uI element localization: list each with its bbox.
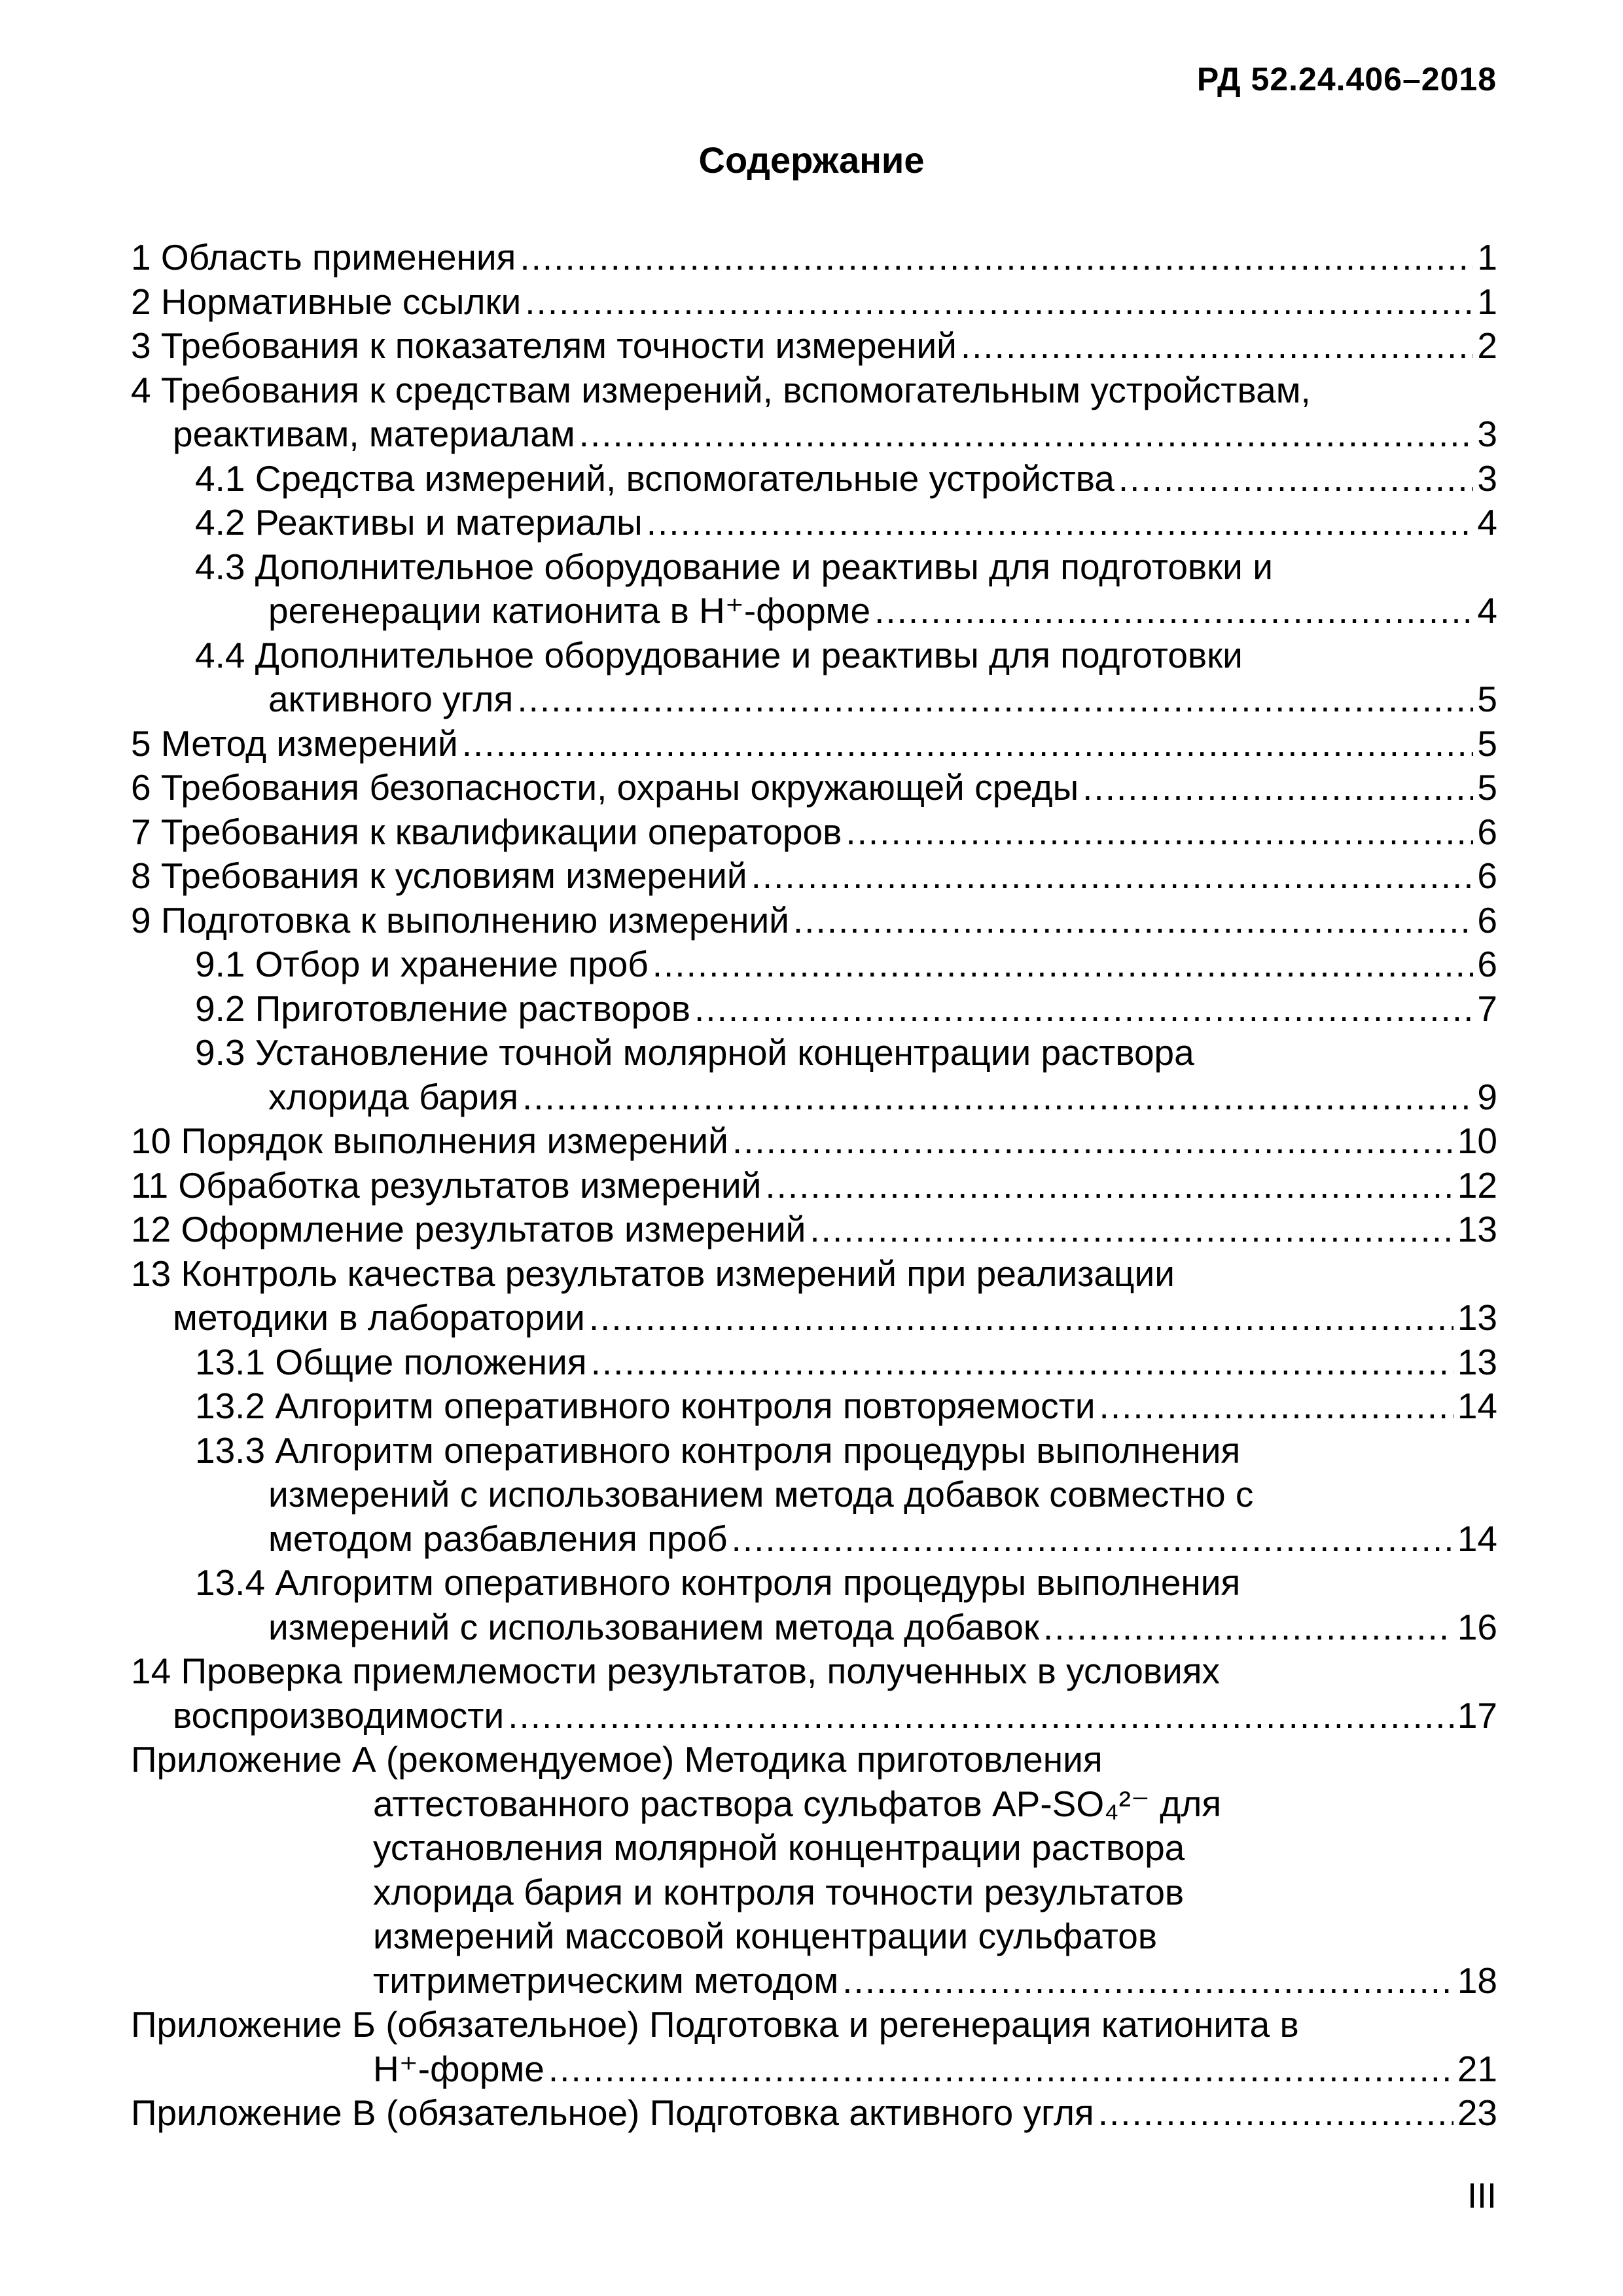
dot-leader	[694, 987, 1473, 1031]
toc-entry[interactable]	[131, 324, 1497, 368]
toc-page-number: 14	[1457, 1386, 1497, 1426]
toc-entry-text: H⁺-форме	[373, 2048, 544, 2089]
toc-page-number: 5	[1477, 767, 1497, 808]
toc-page-number: 6	[1477, 855, 1497, 896]
toc-page-number: 1	[1477, 281, 1497, 322]
dot-leader	[1098, 2091, 1454, 2136]
toc-entry-text: 4.2 Реактивы и материалы	[195, 502, 643, 543]
toc-entry-text: аттестованного раствора сульфатов АР-SO₄²⁻ для	[373, 1783, 1222, 1824]
toc-entry[interactable]	[131, 1649, 1497, 1738]
dot-leader	[591, 1340, 1454, 1385]
toc-page-number: 5	[1477, 723, 1497, 764]
dot-leader	[810, 1208, 1453, 1252]
toc-entry[interactable]	[131, 1164, 1497, 1208]
toc-page-number: 17	[1457, 1695, 1497, 1736]
toc-entry-text: хлорида бария и контроля точности результатов	[373, 1871, 1185, 1912]
toc-entry-text: 7 Требования к квалификации операторов	[131, 811, 842, 852]
toc-entry[interactable]	[131, 854, 1497, 899]
dot-leader	[508, 1694, 1454, 1738]
toc-entry-text: титриметрическим методом	[373, 1960, 839, 2001]
toc-page-number: 16	[1457, 1606, 1497, 1647]
dot-leader	[462, 722, 1474, 766]
toc-entry-text: воспроизводимости	[173, 1695, 505, 1736]
toc-entry[interactable]	[131, 1384, 1497, 1429]
toc-page-number: 2	[1477, 325, 1497, 366]
toc-entry-text: реактивам, материалам	[173, 414, 575, 454]
toc-entry[interactable]	[131, 2091, 1497, 2136]
page-number: III	[1467, 2176, 1497, 2215]
toc-entry[interactable]	[131, 1208, 1497, 1252]
toc-entry-text: 4.1 Средства измерений, вспомогательные устройства	[195, 457, 1115, 499]
toc-entry-text: 5 Метод измерений	[131, 723, 458, 764]
toc-entry[interactable]	[131, 1252, 1497, 1340]
dot-leader	[1043, 1605, 1454, 1650]
toc-entry-text: измерений с использованием метода добавок	[268, 1606, 1039, 1647]
toc-entry[interactable]	[131, 899, 1497, 943]
toc-entry-text: 1 Область применения	[131, 237, 516, 278]
toc-entry[interactable]	[131, 1429, 1497, 1562]
document-code: РД 52.24.406–2018	[1196, 61, 1497, 98]
toc-entry[interactable]	[131, 368, 1497, 457]
dot-leader	[1099, 1384, 1454, 1429]
dot-leader	[751, 854, 1474, 899]
dot-leader	[525, 280, 1473, 325]
toc-page-number: 1	[1477, 237, 1497, 278]
toc-page-number: 7	[1477, 988, 1497, 1029]
dot-leader	[652, 942, 1474, 987]
toc-entry-text: 4 Требования к средствам измерений, вспомогательным устройствам,	[131, 369, 1311, 410]
toc-page-number: 13	[1457, 1341, 1497, 1382]
toc-entry-text: методом разбавления проб	[268, 1518, 728, 1559]
toc-entry-text: хлорида бария	[268, 1076, 518, 1117]
toc-entry[interactable]	[131, 1561, 1497, 1649]
toc-page-number: 3	[1477, 457, 1497, 499]
toc-page-number: 10	[1457, 1121, 1497, 1161]
toc-entry-text: методики в лаборатории	[173, 1297, 585, 1338]
toc-entry-text: 9 Подготовка к выполнению измерений	[131, 899, 789, 941]
toc-page-number: 13	[1457, 1297, 1497, 1338]
toc-entry-text: 9.1 Отбор и хранение проб	[195, 944, 649, 984]
toc-page-number: 6	[1477, 811, 1497, 852]
dot-leader	[522, 1075, 1473, 1120]
toc-entry[interactable]	[131, 236, 1497, 280]
toc-entry[interactable]	[131, 1031, 1497, 1119]
toc-page-number: 14	[1457, 1518, 1497, 1559]
toc-entry-text: 14 Проверка приемлемости результатов, полученных в условиях	[131, 1651, 1221, 1691]
toc-page-number: 5	[1477, 679, 1497, 719]
toc-entry-text: 6 Требования безопасности, охраны окружающей среды	[131, 767, 1079, 808]
dot-leader	[579, 412, 1474, 457]
toc-entry[interactable]	[131, 1119, 1497, 1164]
toc-entry-text: 3 Требования к показателям точности измерений	[131, 325, 957, 366]
toc-entry-text: измерений с использованием метода добавок совместно с	[268, 1474, 1254, 1515]
toc-entry-text: активного угля	[268, 679, 514, 719]
toc-page-number: 21	[1457, 2048, 1497, 2089]
toc-page-number: 23	[1457, 2092, 1497, 2133]
toc-entry-text: 9.3 Установление точной молярной концентрации раствора	[195, 1032, 1194, 1073]
toc-entry-text: регенерации катионита в H⁺-форме	[268, 590, 871, 631]
toc-entry[interactable]	[131, 1340, 1497, 1385]
toc-entry-text: Приложение А (рекомендуемое) Методика приготовления	[131, 1739, 1103, 1780]
toc-entry[interactable]	[131, 501, 1497, 545]
toc-entry-text: установления молярной концентрации раствора	[373, 1827, 1185, 1868]
toc-entry-text: 13 Контроль качества результатов измерений при реализации	[131, 1253, 1175, 1294]
toc-entry-text: Приложение В (обязательное) Подготовка активного угля	[131, 2092, 1094, 2133]
toc-entry[interactable]	[131, 766, 1497, 810]
toc-page-number: 4	[1477, 502, 1497, 543]
toc-entry-text: 13.4 Алгоритм оперативного контроля процедуры выполнения	[195, 1562, 1241, 1603]
toc-page-number: 12	[1457, 1164, 1497, 1206]
toc-entry[interactable]	[131, 987, 1497, 1031]
dot-leader	[846, 810, 1473, 855]
toc-entry-text: 11 Обработка результатов измерений	[131, 1164, 762, 1206]
toc-entry-text: 13.3 Алгоритм оперативного контроля процедуры выполнения	[195, 1429, 1241, 1471]
toc-entry-text: 13.1 Общие положения	[195, 1341, 587, 1382]
toc-page-number: 4	[1477, 590, 1497, 631]
toc-entry[interactable]	[131, 545, 1497, 634]
dot-leader	[517, 677, 1473, 722]
toc-entry-text: 10 Порядок выполнения измерений	[131, 1121, 728, 1161]
toc-entry[interactable]	[131, 810, 1497, 855]
toc-entry[interactable]	[131, 2003, 1497, 2091]
dot-leader	[732, 1119, 1454, 1164]
toc-entry[interactable]	[131, 722, 1497, 766]
dot-leader	[1082, 766, 1473, 810]
toc-entry[interactable]	[131, 280, 1497, 325]
toc-page-number: 18	[1457, 1960, 1497, 2001]
dot-leader	[520, 236, 1473, 280]
toc-entry-text: 8 Требования к условиям измерений	[131, 855, 747, 896]
page-title: Содержание	[698, 139, 925, 181]
toc-page-number: 6	[1477, 944, 1497, 984]
toc-entry-text: 12 Оформление результатов измерений	[131, 1209, 806, 1249]
dot-leader	[589, 1296, 1454, 1340]
dot-leader	[732, 1517, 1454, 1562]
toc-page-number: 6	[1477, 899, 1497, 941]
dot-leader	[1118, 457, 1474, 501]
toc-page-number: 3	[1477, 414, 1497, 454]
toc-entry-text: 2 Нормативные ссылки	[131, 281, 522, 322]
dot-leader	[793, 899, 1474, 943]
toc-entry[interactable]	[131, 457, 1497, 501]
toc-entry[interactable]	[131, 1738, 1497, 2003]
dot-leader	[842, 1959, 1454, 2003]
toc-page-number: 9	[1477, 1076, 1497, 1117]
dot-leader	[765, 1164, 1454, 1208]
toc-page-number: 13	[1457, 1209, 1497, 1249]
dot-leader	[647, 501, 1474, 545]
toc-entry[interactable]	[131, 634, 1497, 722]
toc-entry-text: 9.2 Приготовление растворов	[195, 988, 691, 1029]
dot-leader	[961, 324, 1474, 368]
dot-leader	[548, 2047, 1454, 2092]
toc-entry-text: Приложение Б (обязательное) Подготовка и регенерация катионита в	[131, 2004, 1299, 2045]
dot-leader	[874, 589, 1473, 634]
toc-entry-text: 4.3 Дополнительное оборудование и реактивы для подготовки и	[195, 546, 1273, 587]
toc-entry[interactable]	[131, 942, 1497, 987]
table-of-contents	[131, 236, 1497, 2136]
toc-entry-text: 4.4 Дополнительное оборудование и реактивы для подготовки	[195, 634, 1243, 675]
toc-entry-text: измерений массовой концентрации сульфатов	[373, 1916, 1158, 1956]
toc-entry-text: 13.2 Алгоритм оперативного контроля повторяемости	[195, 1386, 1096, 1426]
